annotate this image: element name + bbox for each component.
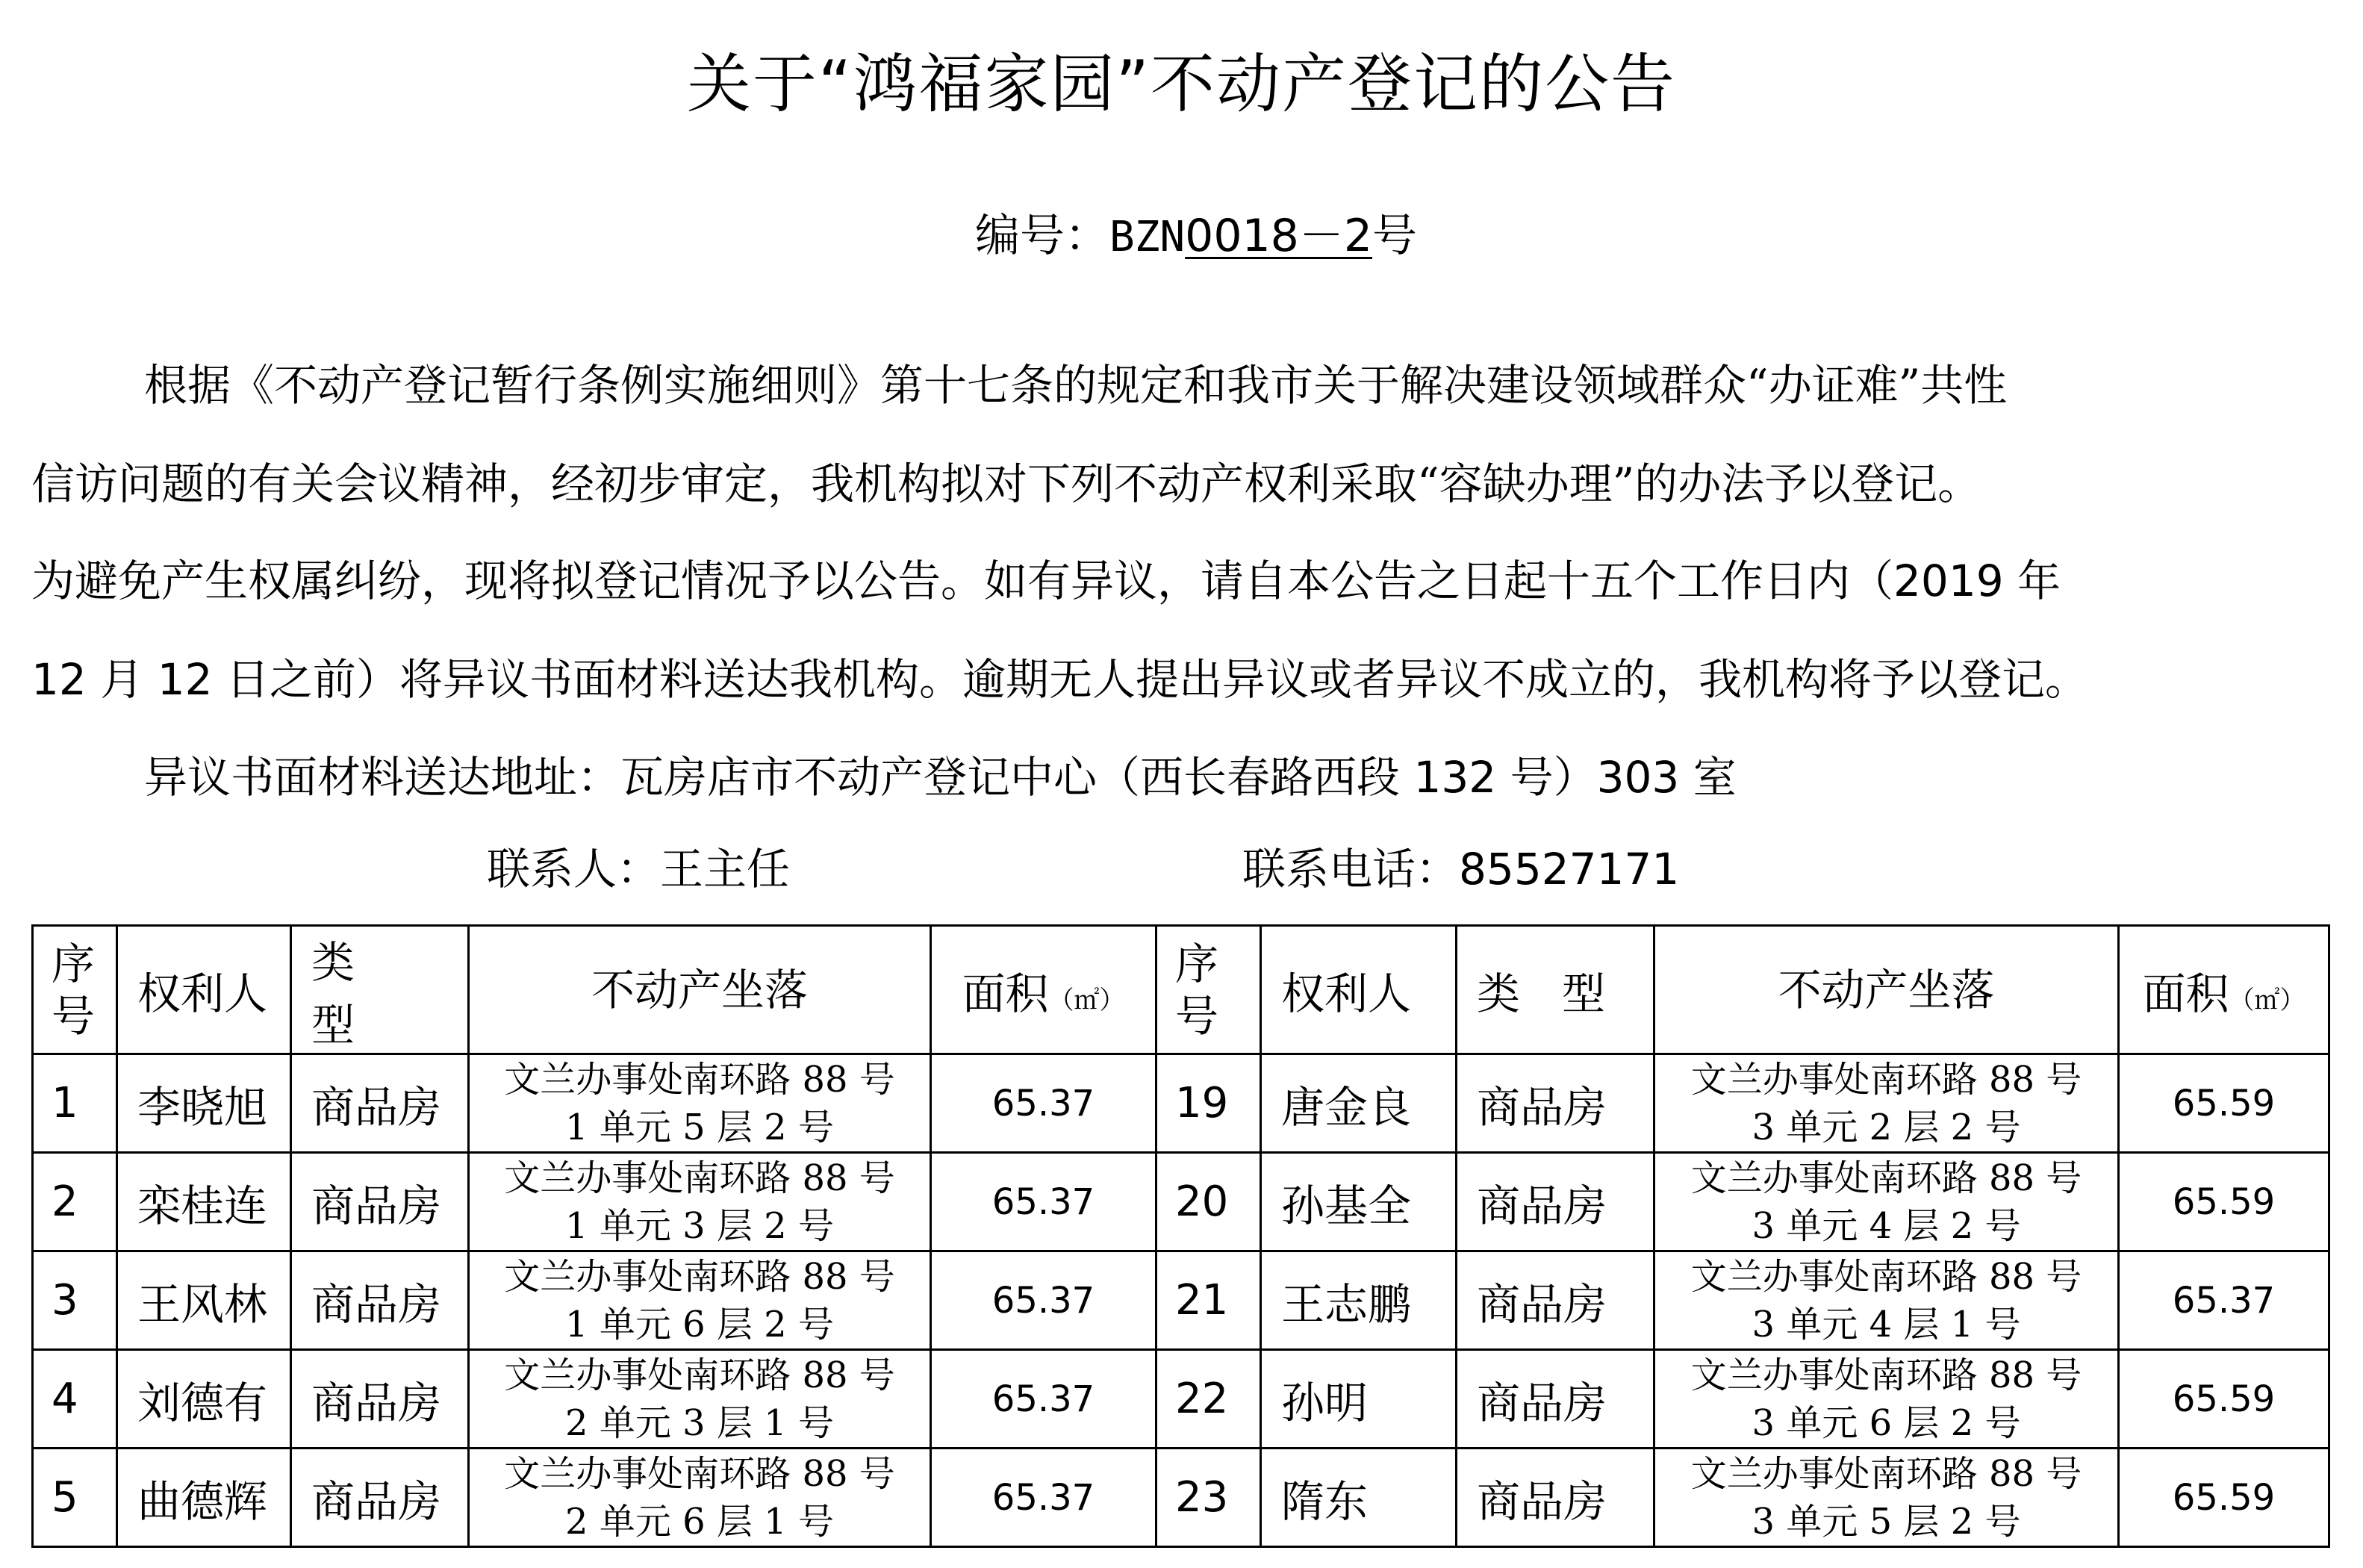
- document-number: [975, 206, 1417, 267]
- table-row: [33, 1449, 2329, 1547]
- type-cell: 商品房: [291, 1350, 469, 1449]
- seq-cell: 22: [1156, 1350, 1261, 1449]
- body-line-3: [31, 551, 2061, 611]
- area-cell: 65.37: [931, 1449, 1156, 1547]
- seq-cell: 19: [1156, 1054, 1261, 1153]
- area-cell: 65.59: [2119, 1350, 2329, 1449]
- seq-cell: 3: [33, 1251, 117, 1350]
- doc-number-code: BZN: [1109, 213, 1186, 261]
- contact-phone-number: 85527171: [1459, 844, 1680, 895]
- deadline-month: 12: [31, 654, 87, 705]
- doc-number-value: 0018－2: [1185, 210, 1373, 262]
- table-header-row: [33, 926, 2329, 1054]
- seq-cell: 20: [1156, 1153, 1261, 1251]
- area-cell: 65.37: [931, 1054, 1156, 1153]
- address-room-number: 303: [1596, 752, 1680, 803]
- address-room-unit: 室: [1679, 752, 1737, 803]
- objection-address: [144, 747, 1737, 807]
- notice-title: 关于“鸿福家园”不动产登记的公告: [686, 47, 1677, 122]
- header-area-right: 面积（㎡）: [2119, 926, 2329, 1054]
- header-seq-right: 序 号: [1156, 926, 1261, 1054]
- owner-cell: 栾桂连: [117, 1153, 291, 1251]
- table-row: [33, 1251, 2329, 1350]
- header-type-right: 类型: [1457, 926, 1654, 1054]
- area-cell: 65.59: [2119, 1054, 2329, 1153]
- deadline-year: 2019: [1893, 556, 2004, 606]
- location-cell: 文兰办事处南环路 88 号 3 单元 4 层 1 号: [1654, 1251, 2119, 1350]
- table-row: [33, 1054, 2329, 1153]
- location-cell: 文兰办事处南环路 88 号 3 单元 2 层 2 号: [1654, 1054, 2119, 1153]
- area-cell: 65.37: [931, 1251, 1156, 1350]
- contact-person-label: 联系人：: [487, 844, 661, 895]
- contact-phone-label: 联系电话：: [1242, 844, 1460, 895]
- contact-phone: [1242, 839, 1679, 899]
- header-owner-right: 权利人: [1261, 926, 1457, 1054]
- type-cell: 商品房: [291, 1054, 469, 1153]
- location-cell: 文兰办事处南环路 88 号 1 单元 6 层 2 号: [469, 1251, 931, 1350]
- area-cell: 65.37: [931, 1350, 1156, 1449]
- location-cell: 文兰办事处南环路 88 号 3 单元 5 层 2 号: [1654, 1449, 2119, 1547]
- owner-cell: 李晓旭: [117, 1054, 291, 1153]
- location-cell: 文兰办事处南环路 88 号 2 单元 6 层 1 号: [469, 1449, 931, 1547]
- table-row: [33, 1153, 2329, 1251]
- body-line-3-year-unit: 年: [2003, 556, 2061, 606]
- seq-cell: 2: [33, 1153, 117, 1251]
- contact-person: [487, 839, 790, 899]
- owner-cell: 王风林: [117, 1251, 291, 1350]
- seq-cell: 23: [1156, 1449, 1261, 1547]
- owner-cell: 孙明: [1261, 1350, 1457, 1449]
- seq-cell: 21: [1156, 1251, 1261, 1350]
- seq-cell: 1: [33, 1054, 117, 1153]
- location-cell: 文兰办事处南环路 88 号 3 单元 4 层 2 号: [1654, 1153, 2119, 1251]
- address-street-number: 132: [1413, 752, 1497, 803]
- location-cell: 文兰办事处南环路 88 号 2 单元 3 层 1 号: [469, 1350, 931, 1449]
- type-cell: 商品房: [1457, 1153, 1654, 1251]
- address-text-2: 号）: [1496, 752, 1597, 803]
- seq-cell: 5: [33, 1449, 117, 1547]
- doc-number-suffix: 号: [1372, 210, 1418, 262]
- type-cell: 商品房: [1457, 1449, 1654, 1547]
- body-line-4: [31, 650, 2088, 709]
- type-cell: 商品房: [1457, 1054, 1654, 1153]
- header-seq: 序 号: [33, 926, 117, 1054]
- body-line-4-month-unit: 月: [86, 654, 158, 705]
- header-owner: 权利人: [117, 926, 291, 1054]
- area-cell: 65.37: [931, 1153, 1156, 1251]
- owner-cell: 隋东: [1261, 1449, 1457, 1547]
- type-cell: 商品房: [291, 1251, 469, 1350]
- contact-person-name: 王主任: [660, 844, 791, 895]
- body-line-2: 信访问题的有关会议精神，经初步审定，我机构拟对下列不动产权利采取“容缺办理”的办法予以登记。: [31, 458, 1981, 509]
- area-cell: 65.37: [2119, 1251, 2329, 1350]
- deadline-day: 12: [157, 654, 213, 705]
- type-cell: 商品房: [1457, 1350, 1654, 1449]
- body-line-3-text: 为避免产生权属纠纷，现将拟登记情况予以公告。如有异议，请自本公告之日起十五个工作日内（: [31, 556, 1894, 606]
- body-line-4-text: 日之前）将异议书面材料送达我机构。逾期无人提出异议或者异议不成立的，我机构将予以登记。: [212, 654, 2088, 705]
- location-cell: 文兰办事处南环路 88 号 1 单元 5 层 2 号: [469, 1054, 931, 1153]
- owner-cell: 刘德有: [117, 1350, 291, 1449]
- table-row: [33, 1350, 2329, 1449]
- owner-cell: 孙基全: [1261, 1153, 1457, 1251]
- header-type: 类型: [291, 926, 469, 1054]
- area-cell: 65.59: [2119, 1449, 2329, 1547]
- header-area: 面积（㎡）: [931, 926, 1156, 1054]
- body-line-1: 根据《不动产登记暂行条例实施细则》第十七条的规定和我市关于解决建设领域群众“办证难”共性: [144, 360, 2008, 411]
- seq-cell: 4: [33, 1350, 117, 1449]
- owner-cell: 王志鹏: [1261, 1251, 1457, 1350]
- owner-cell: 唐金良: [1261, 1054, 1457, 1153]
- registration-table: [31, 924, 2330, 1548]
- location-cell: 文兰办事处南环路 88 号 1 单元 3 层 2 号: [469, 1153, 931, 1251]
- location-cell: 文兰办事处南环路 88 号 3 单元 6 层 2 号: [1654, 1350, 2119, 1449]
- type-cell: 商品房: [1457, 1251, 1654, 1350]
- header-location: 不动产坐落: [469, 926, 931, 1054]
- owner-cell: 曲德辉: [117, 1449, 291, 1547]
- header-location-right: 不动产坐落: [1654, 926, 2119, 1054]
- type-cell: 商品房: [291, 1153, 469, 1251]
- doc-number-label: 编号：: [975, 210, 1109, 262]
- address-text: 异议书面材料送达地址：瓦房店市不动产登记中心（西长春路西段: [144, 752, 1414, 803]
- type-cell: 商品房: [291, 1449, 469, 1547]
- area-cell: 65.59: [2119, 1153, 2329, 1251]
